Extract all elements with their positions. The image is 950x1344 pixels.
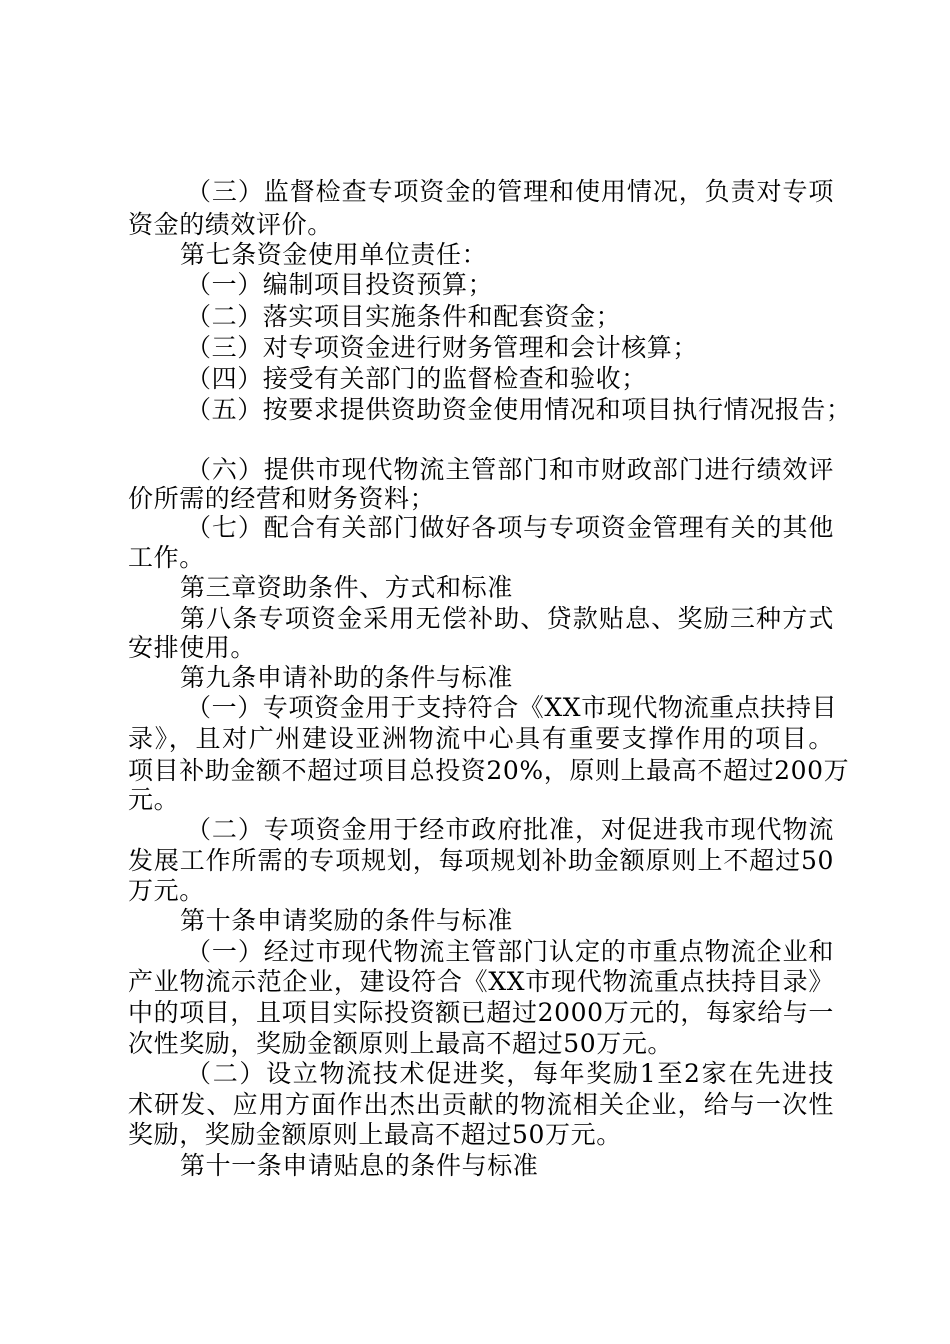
paragraph-line: 中的项目，且项目实际投资额已超过2000万元的，每家给与一 (128, 998, 835, 1027)
paragraph-line: （二）专项资金用于经市政府批准，对促进我市现代物流 (186, 815, 834, 844)
article-heading: 第九条申请补助的条件与标准 (180, 663, 513, 692)
paragraph-line: 工作。 (128, 543, 205, 572)
paragraph-line: 项目补助金额不超过项目总投资20%，原则上最高不超过200万 (128, 756, 850, 785)
paragraph-line: （二）落实项目实施条件和配套资金； (186, 302, 622, 331)
paragraph-line: 万元。 (128, 876, 205, 905)
paragraph-line: （三）对专项资金进行财务管理和会计核算； (186, 333, 699, 362)
paragraph-line: 次性奖励，奖励金额原则上最高不超过50万元。 (128, 1029, 674, 1058)
paragraph-line: （五）按要求提供资助资金使用情况和项目执行情况报告； (186, 395, 852, 424)
paragraph-line: 产业物流示范企业，建设符合《XX市现代物流重点扶持目录》 (128, 967, 834, 996)
paragraph-line: 奖励，奖励金额原则上最高不超过50万元。 (128, 1120, 622, 1149)
paragraph-line: （二）设立物流技术促进奖，每年奖励1至2家在先进技 (186, 1059, 834, 1088)
paragraph-line: 录》，且对广州建设亚洲物流中心具有重要支撑作用的项目。 (128, 724, 834, 753)
article-heading: 第七条资金使用单位责任： (180, 240, 488, 269)
article-heading: 第十条申请奖励的条件与标准 (180, 906, 513, 935)
paragraph-line: 价所需的经营和财务资料； (128, 484, 436, 513)
paragraph-line: 安排使用。 (128, 633, 257, 662)
article-heading: 第十一条申请贴息的条件与标准 (180, 1151, 539, 1180)
paragraph-line: （一）专项资金用于支持符合《XX市现代物流重点扶持目 (186, 693, 838, 722)
paragraph-line: （一）经过市现代物流主管部门认定的市重点物流企业和 (186, 937, 834, 966)
paragraph-line: （三）监督检查专项资金的管理和使用情况，负责对专项 (186, 177, 834, 206)
paragraph-line: 元。 (128, 785, 180, 814)
article-heading: 第八条专项资金采用无偿补助、贷款贴息、奖励三种方式 (180, 604, 834, 633)
chapter-heading: 第三章资助条件、方式和标准 (180, 573, 513, 602)
paragraph-line: （六）提供市现代物流主管部门和市财政部门进行绩效评 (186, 455, 834, 484)
paragraph-line: （一）编制项目投资预算； (186, 270, 494, 299)
paragraph-line: 发展工作所需的专项规划，每项规划补助金额原则上不超过50 (128, 846, 834, 875)
paragraph-line: 资金的绩效评价。 (128, 210, 333, 239)
paragraph-line: 术研发、应用方面作出杰出贡献的物流相关企业，给与一次性 (128, 1090, 834, 1119)
paragraph-line: （四）接受有关部门的监督检查和验收； (186, 364, 647, 393)
paragraph-line: （七）配合有关部门做好各项与专项资金管理有关的其他 (186, 513, 834, 542)
